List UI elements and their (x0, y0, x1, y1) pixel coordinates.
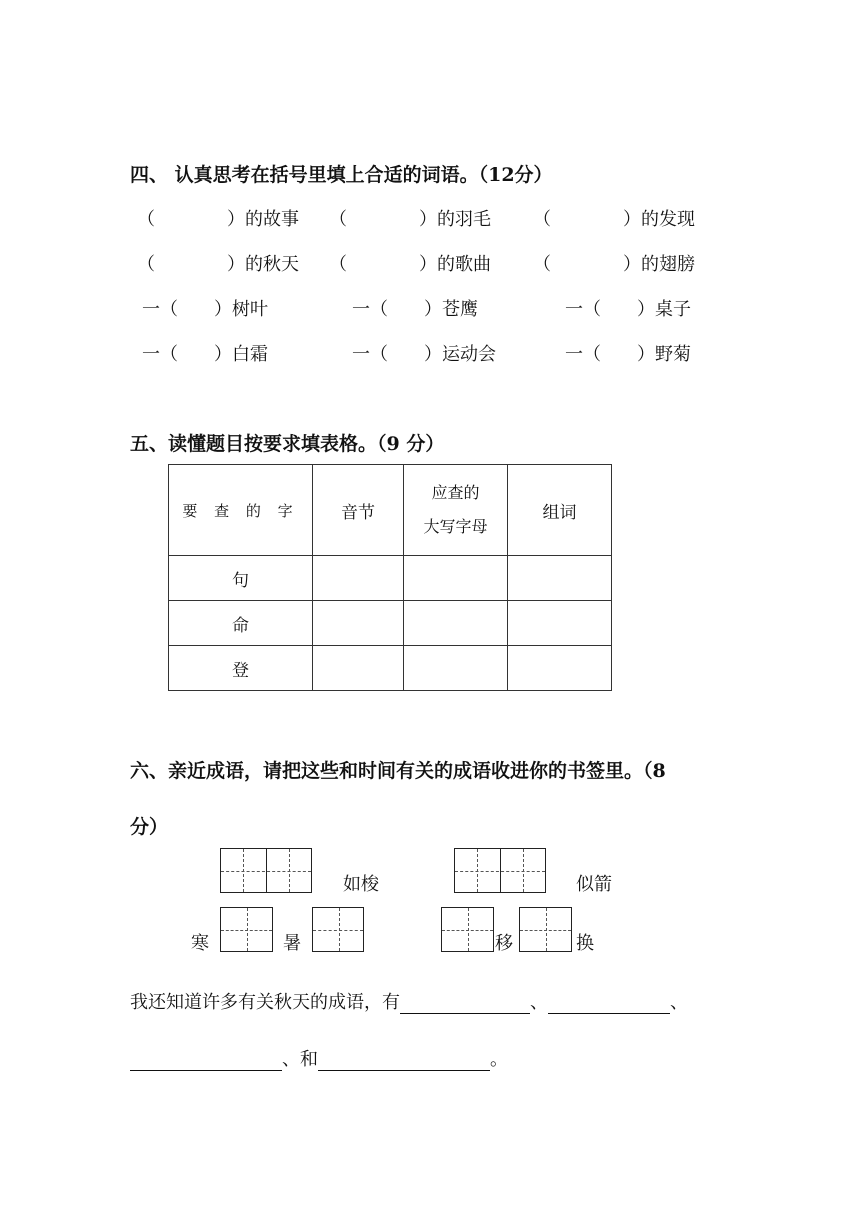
answer-cell[interactable] (313, 556, 404, 601)
fill-item: 一（ ）白霜 (142, 344, 268, 365)
separator: 、 (530, 992, 548, 1013)
extra-idioms-line2 (130, 1045, 508, 1071)
answer-cell[interactable] (508, 601, 612, 646)
idiom-box-4b[interactable] (519, 907, 572, 952)
idiom2-suffix: 似箭 (576, 874, 612, 895)
separator: 、 (670, 992, 688, 1013)
fill-item: （ ）的羽毛 (329, 209, 491, 230)
answer-cell[interactable] (404, 556, 508, 601)
answer-cell[interactable] (508, 646, 612, 691)
header-pinyin: 音节 (313, 465, 404, 556)
fill-item: 一（ ）桌子 (565, 299, 691, 320)
fill-item: 一（ ）树叶 (142, 299, 268, 320)
header-letter-line2: 大写字母 (423, 517, 488, 536)
fill-item: 一（ ）野菊 (565, 344, 691, 365)
idiom-box-4a[interactable] (441, 907, 494, 952)
section6-title-line1: 六、亲近成语，请把这些和时间有关的成语收进你的书签里。（8 (130, 760, 666, 782)
answer-blank[interactable] (318, 1052, 490, 1071)
extra-prefix: 我还知道许多有关秋天的成语，有 (130, 992, 400, 1013)
answer-cell[interactable] (508, 556, 612, 601)
answer-cell[interactable] (404, 646, 508, 691)
fill-item: （ ）的歌曲 (329, 254, 491, 275)
idiom-box-3b[interactable] (312, 907, 364, 952)
idiom-box-2[interactable] (454, 848, 546, 893)
answer-blank[interactable] (548, 995, 670, 1014)
answer-cell[interactable] (404, 601, 508, 646)
idiom-box-3a[interactable] (220, 907, 273, 952)
table-row-char: 句 (169, 556, 313, 601)
header-letter (404, 465, 508, 556)
fill-item: （ ）的秋天 (137, 254, 299, 275)
idiom4-char1: 移 (495, 933, 513, 954)
answer-cell[interactable] (313, 646, 404, 691)
idiom-box-1[interactable] (220, 848, 312, 893)
idiom1-suffix: 如梭 (343, 874, 379, 895)
end-mark: 。 (490, 1049, 508, 1070)
extra-idioms-line1 (130, 988, 688, 1014)
answer-cell[interactable] (313, 601, 404, 646)
header-char: 要 查 的 字 (169, 465, 313, 556)
section6-title-line2: 分） (130, 816, 169, 838)
fill-item: （ ）的发现 (533, 209, 695, 230)
answer-blank[interactable] (400, 995, 530, 1014)
table-row-char: 命 (169, 601, 313, 646)
header-letter-line1: 应查的 (431, 483, 480, 502)
answer-blank[interactable] (130, 1052, 282, 1071)
separator: 、和 (282, 1049, 318, 1070)
fill-item: 一（ ）苍鹰 (352, 299, 478, 320)
idiom3-char2: 暑 (283, 933, 301, 954)
fill-item: （ ）的故事 (137, 209, 299, 230)
section4-title: 四、 认真思考在括号里填上合适的词语。（12分） (130, 164, 553, 186)
idiom3-char1: 寒 (191, 933, 209, 954)
fill-item: （ ）的翅膀 (533, 254, 695, 275)
fill-item: 一（ ）运动会 (352, 344, 496, 365)
idiom4-char2: 换 (576, 933, 594, 954)
header-words: 组词 (508, 465, 612, 556)
lookup-table (168, 464, 612, 691)
table-row-char: 登 (169, 646, 313, 691)
section5-title: 五、读懂题目按要求填表格。（9 分） (130, 433, 445, 455)
